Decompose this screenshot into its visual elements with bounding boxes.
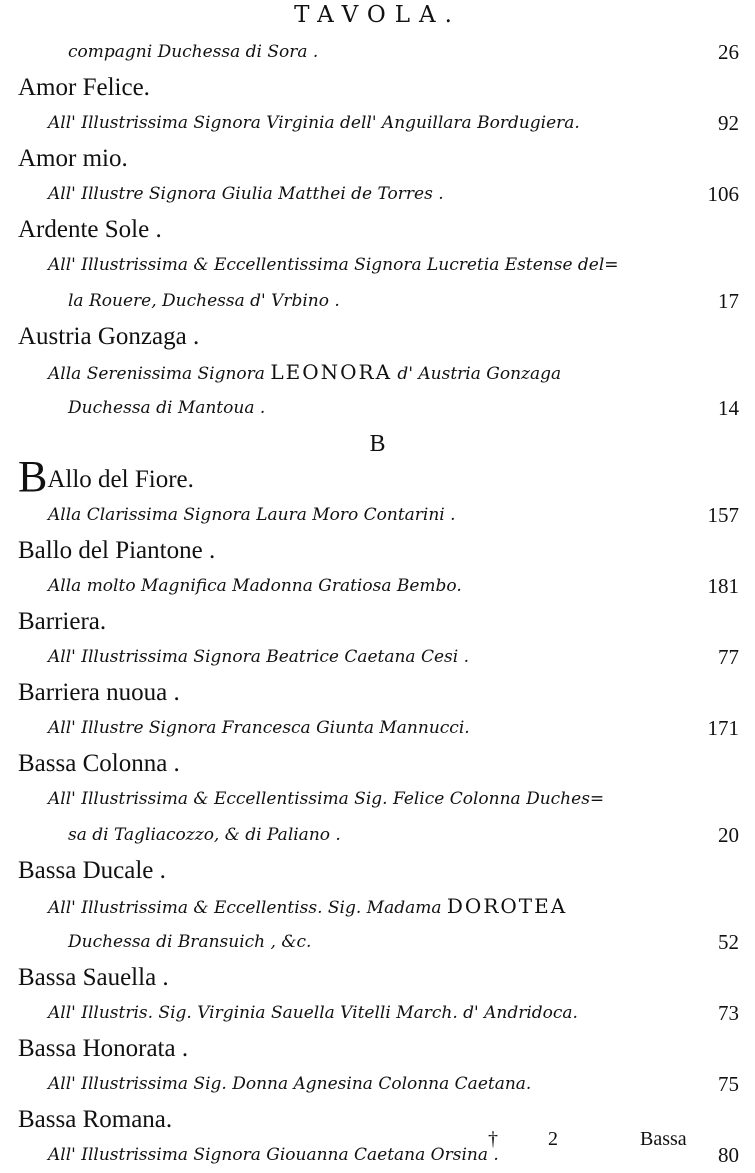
dedication-text: All' Illustrissima Signora Beatrice Caetana Cesi . <box>48 647 470 667</box>
dedication-text: All' Illustrissima & Eccellentiss. Sig. Madama DOROTEA <box>48 894 568 918</box>
entry-title <box>0 533 755 568</box>
dedication-text: sa di Tagliacozzo, & di Paliano . <box>68 825 341 845</box>
page-number: 106 <box>707 182 739 206</box>
dedication-text: All' Illustris. Sig. Virginia Sauella Vitelli March. d' Andridoca. <box>48 1003 578 1023</box>
entry-title <box>0 960 755 995</box>
page-number: 157 <box>707 503 739 527</box>
page-number: 20 <box>718 823 739 847</box>
dedication-text: All' Illustre Signora Giulia Matthei de Torres . <box>48 184 444 204</box>
dedication-text: All' Illustrissima Signora Virginia dell' Anguillara Bordugiera. <box>48 113 580 133</box>
page-number: 75 <box>718 1072 739 1096</box>
entry-title-text: Ballo del Piantone . <box>18 537 216 564</box>
dedication-text: All' Illustrissima & Eccellentissima Sig. Felice Colonna Duches= <box>48 789 605 809</box>
dedication-line <box>0 34 755 70</box>
entry-title <box>0 675 755 710</box>
dedication-text: Alla Clarissima Signora Laura Moro Contarini . <box>48 505 456 525</box>
signature-mark: 2 <box>548 1128 558 1150</box>
dedication-text: Duchessa di Bransuich , &c. <box>68 932 312 952</box>
dedication-line <box>0 105 755 141</box>
dedication-line <box>0 995 755 1031</box>
page-number: 171 <box>707 716 739 740</box>
dedication-line <box>0 497 755 533</box>
dedication-line <box>0 639 755 675</box>
page-number: 52 <box>718 930 739 954</box>
dedication-line <box>0 568 755 604</box>
dedication-line <box>0 817 755 853</box>
page-number: 80 <box>718 1143 739 1167</box>
dedication-text: la Rouere, Duchessa d' Vrbino . <box>68 291 340 311</box>
dedication-text: Duchessa di Mantoua . <box>68 398 266 418</box>
dedication-line <box>0 924 755 960</box>
dedication-line <box>0 390 755 426</box>
dagger-mark: † <box>488 1128 498 1150</box>
dedication-line <box>0 354 755 390</box>
dedication-text: All' Illustrissima & Eccellentissima Signora Lucretia Estense del= <box>48 255 619 275</box>
entry-title <box>0 604 755 639</box>
name-capitals: LEONORA <box>270 360 393 384</box>
index-entries <box>0 34 755 1173</box>
name-capitals: DOROTEA <box>446 894 568 918</box>
entry-title-text: Bassa Romana. <box>18 1106 173 1133</box>
entry-title-text: Bassa Sauella . <box>18 964 169 991</box>
entry-title <box>0 1031 755 1066</box>
entry-title-text: Bassa Colonna . <box>18 750 180 777</box>
dedication-line <box>0 710 755 746</box>
page-number: 92 <box>718 111 739 135</box>
entry-title-text: Amor Felice. <box>18 74 150 101</box>
dedication-line <box>0 781 755 817</box>
entry-title-text: Austria Gonzaga . <box>18 323 200 350</box>
entry-title-text: Ardente Sole . <box>18 216 162 243</box>
entry-title-text: Barriera nuoua . <box>18 679 180 706</box>
section-letter: B <box>369 431 386 457</box>
page-footer <box>0 1128 755 1158</box>
entry-title <box>0 452 755 501</box>
dedication-line <box>0 1066 755 1102</box>
entry-title <box>0 70 755 105</box>
dedication-line <box>0 283 755 319</box>
page-number: 14 <box>718 396 739 420</box>
entry-title <box>0 212 755 247</box>
dedication-text: All' Illustrissima Sig. Donna Agnesina Colonna Caetana. <box>48 1074 532 1094</box>
dedication-text: compagni Duchessa di Sora . <box>68 42 319 62</box>
page-number: 26 <box>718 40 739 64</box>
page-number: 17 <box>718 289 739 313</box>
page-number: 181 <box>707 574 739 598</box>
dedication-line <box>0 888 755 924</box>
entry-title-text: Bassa Ducale . <box>18 857 166 884</box>
catchword: Bassa <box>640 1128 687 1150</box>
dedication-text: All' Illustrissima Signora Giouanna Caetana Orsina . <box>48 1145 499 1165</box>
dedication-text: All' Illustre Signora Francesca Giunta Mannucci. <box>48 718 470 738</box>
dedication-text: Alla molto Magnifica Madonna Gratiosa Bembo. <box>48 576 462 596</box>
entry-title-text: Allo del Fiore. <box>47 466 194 493</box>
page-number: 77 <box>718 645 739 669</box>
entry-title-text: Amor mio. <box>18 145 128 172</box>
entry-title-text: Bassa Honorata . <box>18 1035 189 1062</box>
dedication-text: Alla Serenissima Signora LEONORA d' Austria Gonzaga <box>48 360 562 384</box>
page-header: TAVOLA. <box>294 2 461 28</box>
page-number: 73 <box>718 1001 739 1025</box>
entry-title <box>0 319 755 354</box>
entry-title-text: Barriera. <box>18 608 107 635</box>
entry-title <box>0 746 755 781</box>
dedication-line <box>0 176 755 212</box>
dedication-line <box>0 247 755 283</box>
entry-title <box>0 853 755 888</box>
entry-title <box>0 141 755 176</box>
drop-initial: B <box>18 452 48 501</box>
